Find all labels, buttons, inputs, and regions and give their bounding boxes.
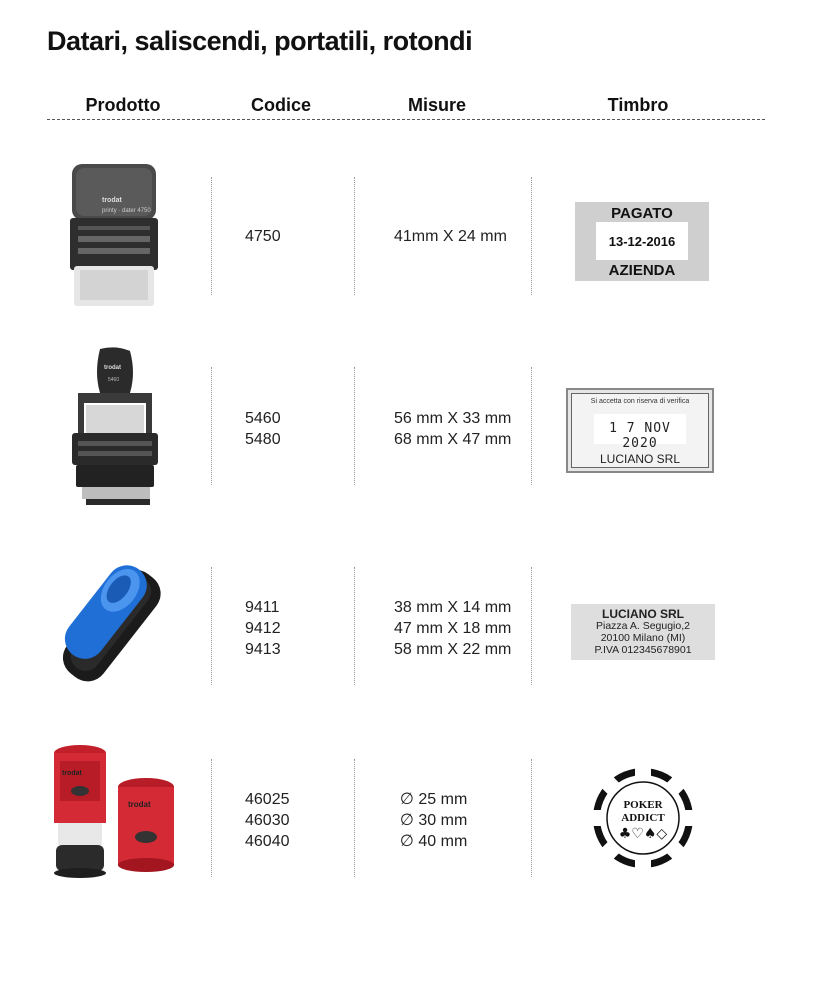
product-code: 5460 — [245, 410, 281, 427]
product-code: 5480 — [245, 431, 281, 448]
round-stamp-image — [50, 741, 184, 884]
poker-chip-stamp — [591, 766, 695, 870]
page-title: Datari, saliscendi, portatili, rotondi — [47, 26, 473, 56]
stamp-company: LUCIANO SRL — [602, 607, 684, 621]
column-divider — [354, 759, 355, 877]
pocket-stamp-image — [52, 553, 170, 702]
card-suits-icon: ♣♡♠◇ — [618, 826, 668, 842]
column-divider — [531, 567, 532, 685]
column-divider — [531, 367, 532, 485]
product-size: ∅ 40 mm — [400, 833, 468, 850]
product-size: 38 mm X 14 mm — [394, 599, 512, 616]
product-codes — [245, 597, 281, 660]
column-header-codice: Codice — [250, 95, 312, 115]
column-divider — [211, 177, 212, 295]
column-header-timbro: Timbro — [607, 95, 669, 115]
svg-text:trodat: trodat — [62, 770, 82, 777]
product-sizes — [400, 789, 467, 852]
column-divider — [211, 367, 212, 485]
column-divider — [211, 759, 212, 877]
column-divider — [211, 567, 212, 685]
product-size: ∅ 30 mm — [400, 812, 468, 829]
column-divider — [531, 177, 532, 295]
table-row — [0, 535, 825, 725]
stamp-date-box — [596, 222, 688, 260]
product-size: 68 mm X 47 mm — [394, 431, 512, 448]
product-code: 46025 — [245, 791, 290, 808]
column-divider — [354, 177, 355, 295]
stamp-4750-image — [66, 160, 162, 315]
product-size: 47 mm X 18 mm — [394, 620, 512, 637]
stamp-5460-image — [64, 347, 164, 517]
stamp-preview — [571, 604, 715, 660]
stamp-text-bottom: AZIENDA — [608, 262, 676, 279]
product-size: 58 mm X 22 mm — [394, 641, 512, 658]
stamp-date: 1 7 NOV 2020 — [609, 421, 671, 451]
product-codes — [245, 226, 281, 247]
header-divider — [47, 119, 765, 120]
stamp-date-box — [594, 414, 686, 451]
product-codes — [245, 789, 290, 852]
svg-text:trodat: trodat — [104, 365, 121, 371]
product-size: 56 mm X 33 mm — [394, 410, 512, 427]
stamp-preview — [591, 766, 695, 875]
stamp-date: 13-12-2016 — [608, 234, 676, 249]
column-divider — [354, 367, 355, 485]
product-code: 46040 — [245, 833, 290, 850]
product-code: 9411 — [245, 599, 280, 616]
product-code: 9413 — [245, 641, 281, 658]
product-code: 9412 — [245, 620, 281, 637]
stamp-text-top: PAGATO — [611, 205, 673, 222]
column-header-prodotto: Prodotto — [85, 95, 161, 115]
svg-text:5460: 5460 — [108, 377, 120, 383]
product-code: 4750 — [245, 228, 281, 245]
svg-text:trodat: trodat — [128, 800, 151, 809]
product-sizes — [394, 226, 507, 247]
column-header-misure: Misure — [407, 95, 467, 115]
product-code: 46030 — [245, 812, 290, 829]
column-divider — [354, 567, 355, 685]
stamp-preview — [566, 388, 714, 473]
column-divider — [531, 759, 532, 877]
table-row — [0, 145, 825, 335]
stamp-text-bottom: LUCIANO SRL — [599, 452, 681, 466]
product-sizes — [394, 408, 511, 450]
table-row — [0, 335, 825, 525]
stamp-vat: P.IVA 012345678901 — [594, 644, 692, 656]
chip-text-1: POKER — [623, 799, 663, 811]
svg-text:trodat: trodat — [102, 197, 122, 204]
svg-text:printy · dater 4750: printy · dater 4750 — [102, 208, 151, 214]
chip-text-2: ADDICT — [621, 812, 665, 824]
stamp-inner-frame — [571, 393, 709, 468]
table-row — [0, 727, 825, 917]
stamp-text-top: Si accetta con riserva di verifica — [590, 398, 690, 405]
stamp-city: 20100 Milano (MI) — [600, 632, 686, 644]
product-codes — [245, 408, 281, 450]
stamp-address: Piazza A. Segugio,2 — [596, 620, 690, 632]
stamp-preview — [575, 202, 709, 281]
product-size: ∅ 25 mm — [400, 791, 468, 808]
product-size: 41mm X 24 mm — [394, 228, 507, 245]
product-sizes — [394, 597, 511, 660]
